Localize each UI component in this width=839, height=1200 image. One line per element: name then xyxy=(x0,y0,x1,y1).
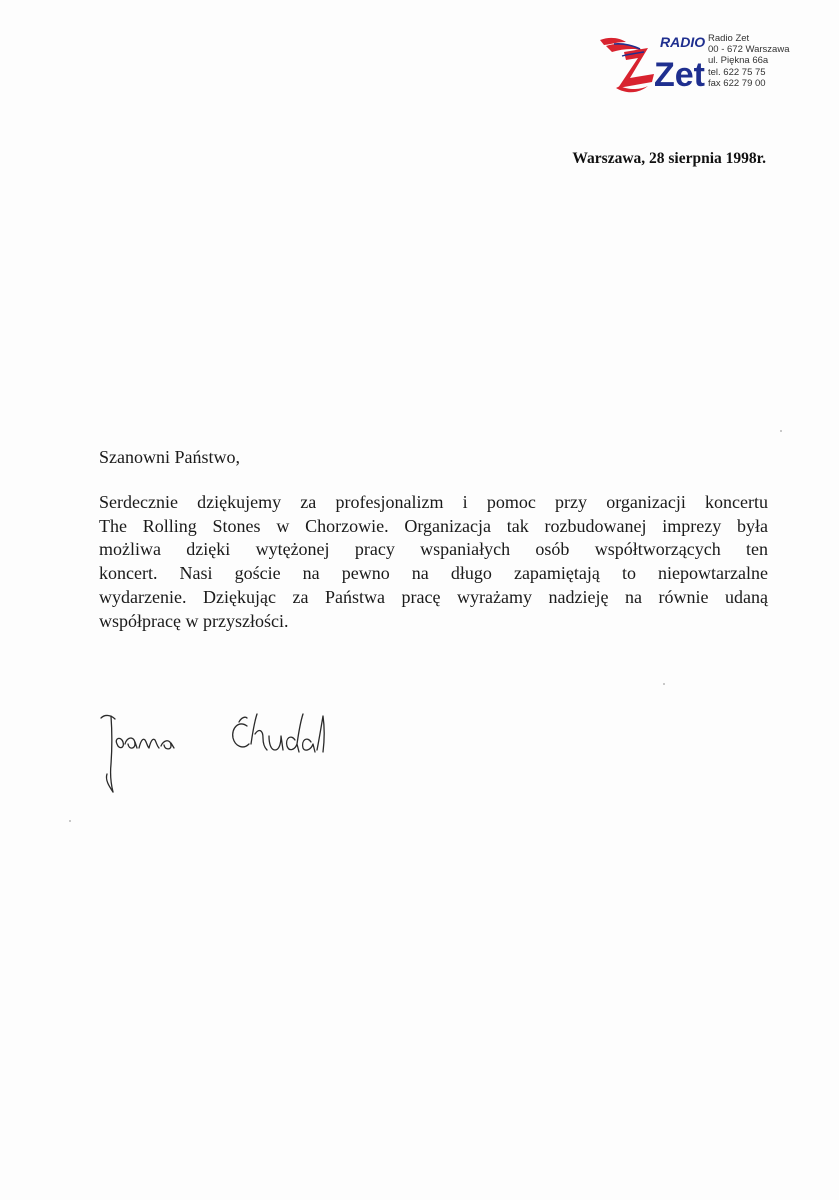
address-line: tel. 622 75 75 xyxy=(708,66,766,78)
address-line: 00 - 672 Warszawa xyxy=(708,44,790,56)
body-line: koncert. Nasi goście na pewno na długo zapamiętają to niepowtarzalne xyxy=(99,563,768,584)
letter-body xyxy=(99,491,768,633)
logo-radio-text: RADIO xyxy=(660,34,706,50)
body-line: The Rolling Stones w Chorzowie. Organizacja tak rozbudowanej imprezy była xyxy=(99,515,768,536)
salutation: Szanowni Państwo, xyxy=(99,447,240,467)
letter-date: Warszawa, 28 sierpnia 1998r. xyxy=(572,150,766,167)
body-line: możliwa dzięki wytężonej pracy wspaniałych osób współtworzących ten xyxy=(99,539,768,560)
letterhead-address xyxy=(708,33,790,89)
body-line: Serdecznie dziękujemy za profesjonalizm i pomoc przy organizacji koncertu xyxy=(99,492,768,512)
address-line: Radio Zet xyxy=(708,33,750,44)
body-line: wydarzenie. Dziękując za Państwa pracę wyrażamy nadzieję na równie udaną xyxy=(99,586,768,607)
address-line: ul. Piękna 66a xyxy=(708,55,769,67)
paper-speck xyxy=(69,820,71,822)
handwritten-signature xyxy=(95,700,325,800)
logo-main-text: Zet xyxy=(654,56,705,94)
address-line: fax 622 79 00 xyxy=(708,77,766,89)
letterhead xyxy=(596,30,826,100)
paper-speck xyxy=(780,430,782,432)
body-line: współpracę w przyszłości. xyxy=(99,610,289,631)
paper-speck xyxy=(663,683,665,685)
radio-zet-logo xyxy=(596,30,706,96)
